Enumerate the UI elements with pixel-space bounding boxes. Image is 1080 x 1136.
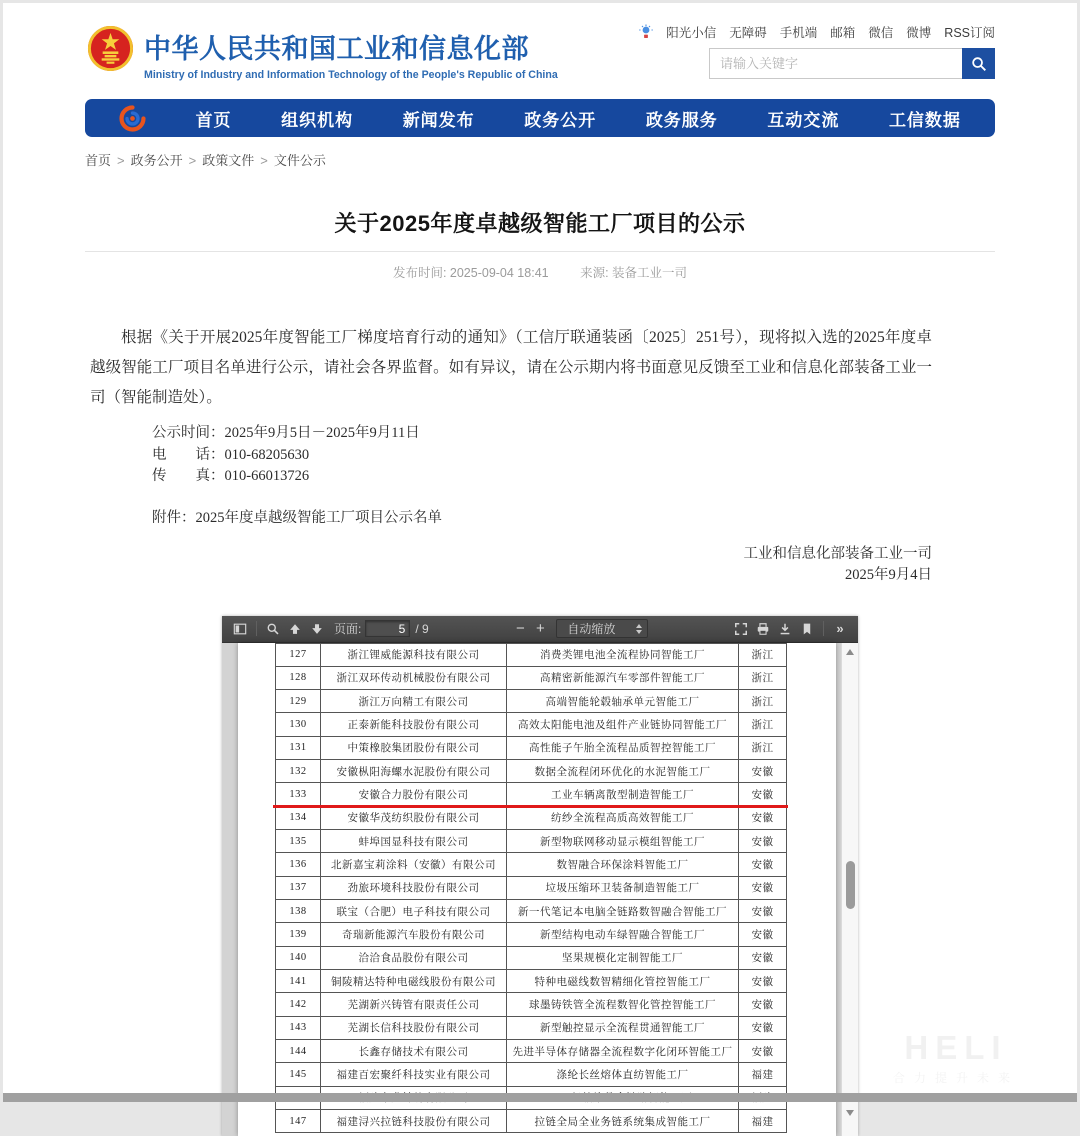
pdf-scrollbar[interactable] bbox=[841, 643, 858, 1136]
company-cell: 安徽枞阳海螺水泥股份有限公司 bbox=[321, 760, 507, 783]
article-source: 来源: 装备工业一司 bbox=[580, 266, 688, 280]
table-row-147 bbox=[276, 1110, 787, 1133]
company-cell: 洽洽食品股份有限公司 bbox=[321, 946, 507, 969]
company-cell: 福建百宏聚纤科技实业有限公司 bbox=[321, 1063, 507, 1086]
company-cell: 安徽华茂纺织股份有限公司 bbox=[321, 806, 507, 829]
province-cell: 福建 bbox=[739, 1063, 787, 1086]
attachment-line: 附件：2025年度卓越级智能工厂项目公示名单 bbox=[152, 509, 442, 526]
row-no-cell: 127 bbox=[276, 643, 321, 666]
table-row-144 bbox=[276, 1040, 787, 1063]
page-down-icon bbox=[310, 622, 324, 636]
row-no-cell: 138 bbox=[276, 900, 321, 923]
province-cell: 安徽 bbox=[739, 946, 787, 969]
watermark-line1: HELI bbox=[904, 1029, 1008, 1066]
site-title-en: Ministry of Industry and Information Technology of the People's Republic of China bbox=[144, 69, 558, 81]
table-row-127 bbox=[276, 643, 787, 666]
breadcrumb-separator: > bbox=[188, 153, 197, 168]
breadcrumb-item-2[interactable]: 政策文件 bbox=[202, 153, 255, 168]
page-title: 关于2025年度卓越级智能工厂项目的公示 bbox=[334, 211, 746, 236]
company-cell: 长鑫存储技术有限公司 bbox=[321, 1040, 507, 1063]
scrollbar-thumb[interactable] bbox=[846, 861, 855, 909]
spinner-icon bbox=[636, 624, 642, 634]
row-no-cell: 129 bbox=[276, 690, 321, 713]
row-no-cell: 145 bbox=[276, 1063, 321, 1086]
site-title-cn: 中华人民共和国工业和信息化部 bbox=[144, 34, 529, 64]
national-emblem-icon bbox=[87, 25, 134, 72]
province-cell: 福建 bbox=[739, 1110, 787, 1133]
project-table bbox=[275, 643, 787, 1134]
row-no-cell: 133 bbox=[276, 783, 321, 806]
page-down-button[interactable] bbox=[306, 619, 328, 639]
page-total: / 9 bbox=[415, 621, 429, 636]
row-no-cell: 142 bbox=[276, 993, 321, 1016]
row-no-cell: 143 bbox=[276, 1016, 321, 1039]
nav-item-5[interactable]: 互动交流 bbox=[767, 110, 840, 130]
top-link-4[interactable]: 微信 bbox=[868, 26, 894, 40]
nav-item-1[interactable]: 组织机构 bbox=[281, 110, 354, 130]
province-cell: 安徽 bbox=[739, 760, 787, 783]
company-cell: 铜陵精达特种电磁线股份有限公司 bbox=[321, 970, 507, 993]
company-cell: 联宝（合肥）电子科技有限公司 bbox=[321, 900, 507, 923]
page-number-input[interactable] bbox=[365, 620, 410, 637]
pdf-viewer bbox=[222, 616, 858, 1136]
company-cell: 奇瑞新能源汽车股份有限公司 bbox=[321, 923, 507, 946]
province-cell: 安徽 bbox=[739, 900, 787, 923]
top-link-5[interactable]: 微博 bbox=[906, 26, 932, 40]
download-icon bbox=[778, 622, 792, 636]
table-row-133 bbox=[276, 783, 787, 806]
province-cell: 浙江 bbox=[739, 736, 787, 759]
signature-block bbox=[90, 544, 932, 586]
page bbox=[3, 3, 1077, 1128]
province-cell: 浙江 bbox=[739, 666, 787, 689]
zoom-select-value: 自动缩放 bbox=[567, 622, 616, 636]
project-cell: 数智融合环保涂料智能工厂 bbox=[507, 853, 739, 876]
project-cell: 涤纶长丝熔体直纺智能工厂 bbox=[507, 1063, 739, 1086]
row-no-cell: 134 bbox=[276, 806, 321, 829]
table-row-136 bbox=[276, 853, 787, 876]
project-cell: 垃圾压缩环卫装备制造智能工厂 bbox=[507, 876, 739, 899]
province-cell: 安徽 bbox=[739, 923, 787, 946]
download-button[interactable] bbox=[774, 619, 796, 639]
province-cell: 安徽 bbox=[739, 806, 787, 829]
article-paragraph: 根据《关于开展2025年度智能工厂梯度培育行动的通知》（工信厅联通装函〔2025〕251号），现将拟入选的2025年度卓越级智能工厂项目名单进行公示，请社会各界监督。如有异议，请在公示期内将书面意见反馈至工业和信息化部装备工业一司（智能制造处）。 bbox=[90, 329, 932, 406]
project-cell: 消费类锂电池全流程协同智能工厂 bbox=[507, 643, 739, 666]
province-cell: 浙江 bbox=[739, 690, 787, 713]
province-cell: 安徽 bbox=[739, 993, 787, 1016]
signer: 工业和信息化部装备工业一司 bbox=[743, 545, 932, 562]
table-row-137 bbox=[276, 876, 787, 899]
toolbar-separator bbox=[823, 621, 824, 636]
article-body bbox=[90, 323, 932, 586]
print-icon bbox=[756, 622, 770, 636]
pdf-toolbar bbox=[222, 616, 858, 643]
province-cell: 安徽 bbox=[739, 853, 787, 876]
nav-item-4[interactable]: 政务服务 bbox=[645, 110, 718, 130]
top-link-6[interactable]: RSS订阅 bbox=[944, 26, 995, 40]
company-cell: 劲旅环境科技股份有限公司 bbox=[321, 876, 507, 899]
row-no-cell: 135 bbox=[276, 830, 321, 853]
highlight-underline bbox=[273, 805, 788, 808]
province-cell: 安徽 bbox=[739, 1040, 787, 1063]
company-cell: 中策橡胶集团股份有限公司 bbox=[321, 736, 507, 759]
bookmark-button[interactable] bbox=[796, 619, 818, 639]
project-table-body bbox=[276, 643, 787, 1133]
site-logo[interactable] bbox=[87, 25, 558, 81]
table-row-134 bbox=[276, 806, 787, 829]
project-cell: 新型结构电动车绿智融合智能工厂 bbox=[507, 923, 739, 946]
presentation-mode-button[interactable] bbox=[730, 619, 752, 639]
project-cell: 特种电磁线数智精细化管控智能工厂 bbox=[507, 970, 739, 993]
site-header bbox=[85, 3, 995, 99]
breadcrumb bbox=[85, 150, 995, 169]
print-button[interactable] bbox=[752, 619, 774, 639]
page-up-button[interactable] bbox=[284, 619, 306, 639]
table-row-140 bbox=[276, 946, 787, 969]
watermark-line2: 合力提升未来 bbox=[892, 1071, 1019, 1085]
row-no-cell: 137 bbox=[276, 876, 321, 899]
project-cell: 新型物联网移动显示模组智能工厂 bbox=[507, 830, 739, 853]
table-row-139 bbox=[276, 923, 787, 946]
search-icon bbox=[971, 56, 987, 72]
sign-date: 2025年9月4日 bbox=[845, 566, 932, 583]
company-cell: 安徽合力股份有限公司 bbox=[321, 783, 507, 806]
find-button[interactable] bbox=[262, 619, 284, 639]
toolbar-separator bbox=[256, 621, 257, 636]
find-icon bbox=[266, 622, 280, 636]
breadcrumb-separator: > bbox=[260, 153, 268, 168]
title-divider bbox=[85, 251, 995, 252]
company-cell: 福建浔兴拉链科技股份有限公司 bbox=[321, 1110, 507, 1133]
row-no-cell: 130 bbox=[276, 713, 321, 736]
info-line-2: 传 真：010-66013726 bbox=[152, 468, 310, 484]
search-button[interactable] bbox=[962, 48, 995, 79]
province-cell: 安徽 bbox=[739, 970, 787, 993]
site-title bbox=[144, 25, 558, 81]
info-line-0: 公示时间：2025年9月5日－2025年9月11日 bbox=[152, 425, 420, 441]
province-cell: 安徽 bbox=[739, 1016, 787, 1039]
search-bar bbox=[709, 48, 995, 79]
presentation-mode-icon bbox=[734, 622, 748, 636]
publish-time: 发布时间: 2025-09-04 18:41 bbox=[392, 266, 549, 280]
table-row-143 bbox=[276, 1016, 787, 1039]
province-cell: 安徽 bbox=[739, 830, 787, 853]
zoom-out-button[interactable]: − bbox=[515, 620, 525, 637]
company-cell: 正泰新能科技股份有限公司 bbox=[321, 713, 507, 736]
table-row-131 bbox=[276, 736, 787, 759]
province-cell: 浙江 bbox=[739, 643, 787, 666]
breadcrumb-item-1[interactable]: 政务公开 bbox=[130, 153, 183, 168]
table-row-141 bbox=[276, 970, 787, 993]
province-cell: 浙江 bbox=[739, 713, 787, 736]
search-input[interactable] bbox=[709, 48, 962, 79]
company-cell: 蚌埠国显科技有限公司 bbox=[321, 830, 507, 853]
nav-item-3[interactable]: 政务公开 bbox=[524, 110, 597, 130]
table-row-128 bbox=[276, 666, 787, 689]
pdf-page bbox=[238, 643, 836, 1136]
project-cell: 高精密新能源汽车零部件智能工厂 bbox=[507, 666, 739, 689]
contact-info bbox=[152, 423, 932, 488]
project-cell: 拉链全局全业务链系统集成智能工厂 bbox=[507, 1110, 739, 1133]
page-up-icon bbox=[288, 622, 302, 636]
project-cell: 高性能子午胎全流程品质智控智能工厂 bbox=[507, 736, 739, 759]
top-link-3[interactable]: 邮箱 bbox=[830, 26, 856, 40]
province-cell: 安徽 bbox=[739, 783, 787, 806]
sidebar-toggle-icon bbox=[233, 622, 247, 636]
company-cell: 北新嘉宝莉涂料（安徽）有限公司 bbox=[321, 853, 507, 876]
project-cell: 工业车辆离散型制造智能工厂 bbox=[507, 783, 739, 806]
table-row-145 bbox=[276, 1063, 787, 1086]
zoom-in-button[interactable]: + bbox=[535, 620, 545, 637]
top-link-2[interactable]: 手机端 bbox=[779, 26, 818, 40]
company-cell: 浙江双环传动机械股份有限公司 bbox=[321, 666, 507, 689]
row-no-cell: 128 bbox=[276, 666, 321, 689]
table-row-132 bbox=[276, 760, 787, 783]
info-line-1: 电 话：010-68205630 bbox=[152, 446, 310, 463]
project-table-wrap bbox=[275, 643, 786, 1134]
project-cell: 坚果规模化定制智能工厂 bbox=[507, 946, 739, 969]
project-cell: 先进半导体存储器全流程数字化闭环智能工厂 bbox=[507, 1040, 739, 1063]
breadcrumb-item-3[interactable]: 文件公示 bbox=[273, 153, 326, 168]
article-meta bbox=[85, 263, 995, 281]
table-row-142 bbox=[276, 993, 787, 1016]
project-cell: 新型触控显示全流程贯通智能工厂 bbox=[507, 1016, 739, 1039]
bookmark-icon bbox=[800, 622, 814, 636]
row-no-cell: 144 bbox=[276, 1040, 321, 1063]
page-label: 页面: bbox=[334, 622, 362, 636]
article bbox=[85, 207, 995, 1136]
project-cell: 高效太阳能电池及组件产业链协同智能工厂 bbox=[507, 713, 739, 736]
company-cell: 浙江锂威能源科技有限公司 bbox=[321, 643, 507, 666]
top-links bbox=[639, 23, 995, 41]
zoom-select[interactable] bbox=[556, 619, 648, 638]
row-no-cell: 147 bbox=[276, 1110, 321, 1133]
nav-item-0[interactable]: 首页 bbox=[195, 110, 232, 130]
breadcrumb-item-0[interactable]: 首页 bbox=[85, 153, 112, 168]
nav-item-2[interactable]: 新闻发布 bbox=[402, 110, 475, 130]
row-no-cell: 131 bbox=[276, 736, 321, 759]
project-cell: 纺纱全流程高质高效智能工厂 bbox=[507, 806, 739, 829]
row-no-cell: 132 bbox=[276, 760, 321, 783]
row-no-cell: 139 bbox=[276, 923, 321, 946]
top-link-0[interactable]: 阳光小信 bbox=[666, 26, 717, 40]
top-link-1[interactable]: 无障碍 bbox=[729, 26, 767, 40]
footer-strip bbox=[3, 1093, 1077, 1102]
main-nav bbox=[85, 99, 995, 137]
row-no-cell: 141 bbox=[276, 970, 321, 993]
row-no-cell: 136 bbox=[276, 853, 321, 876]
province-cell: 安徽 bbox=[739, 876, 787, 899]
pdf-content bbox=[222, 643, 858, 1136]
miit-logo-icon[interactable] bbox=[119, 105, 146, 132]
project-cell: 高端智能轮毂轴承单元智能工厂 bbox=[507, 690, 739, 713]
table-row-138 bbox=[276, 900, 787, 923]
more-tools-button[interactable]: » bbox=[836, 621, 844, 636]
sidebar-toggle-button[interactable] bbox=[229, 619, 251, 639]
table-row-135 bbox=[276, 830, 787, 853]
breadcrumb-separator: > bbox=[117, 153, 125, 168]
project-cell: 新一代笔记本电脑全链路数智融合智能工厂 bbox=[507, 900, 739, 923]
project-cell: 球墨铸铁管全流程数智化管控智能工厂 bbox=[507, 993, 739, 1016]
table-row-130 bbox=[276, 713, 787, 736]
nav-item-6[interactable]: 工信数据 bbox=[888, 110, 961, 130]
project-cell: 数据全流程闭环优化的水泥智能工厂 bbox=[507, 760, 739, 783]
scroll-up-icon[interactable] bbox=[846, 649, 854, 655]
company-cell: 浙江万向精工有限公司 bbox=[321, 690, 507, 713]
table-row-129 bbox=[276, 690, 787, 713]
row-no-cell: 140 bbox=[276, 946, 321, 969]
scroll-down-icon[interactable] bbox=[846, 1110, 854, 1116]
company-cell: 芜湖长信科技股份有限公司 bbox=[321, 1016, 507, 1039]
company-cell: 芜湖新兴铸管有限责任公司 bbox=[321, 993, 507, 1016]
sunshine-icon bbox=[639, 24, 653, 40]
